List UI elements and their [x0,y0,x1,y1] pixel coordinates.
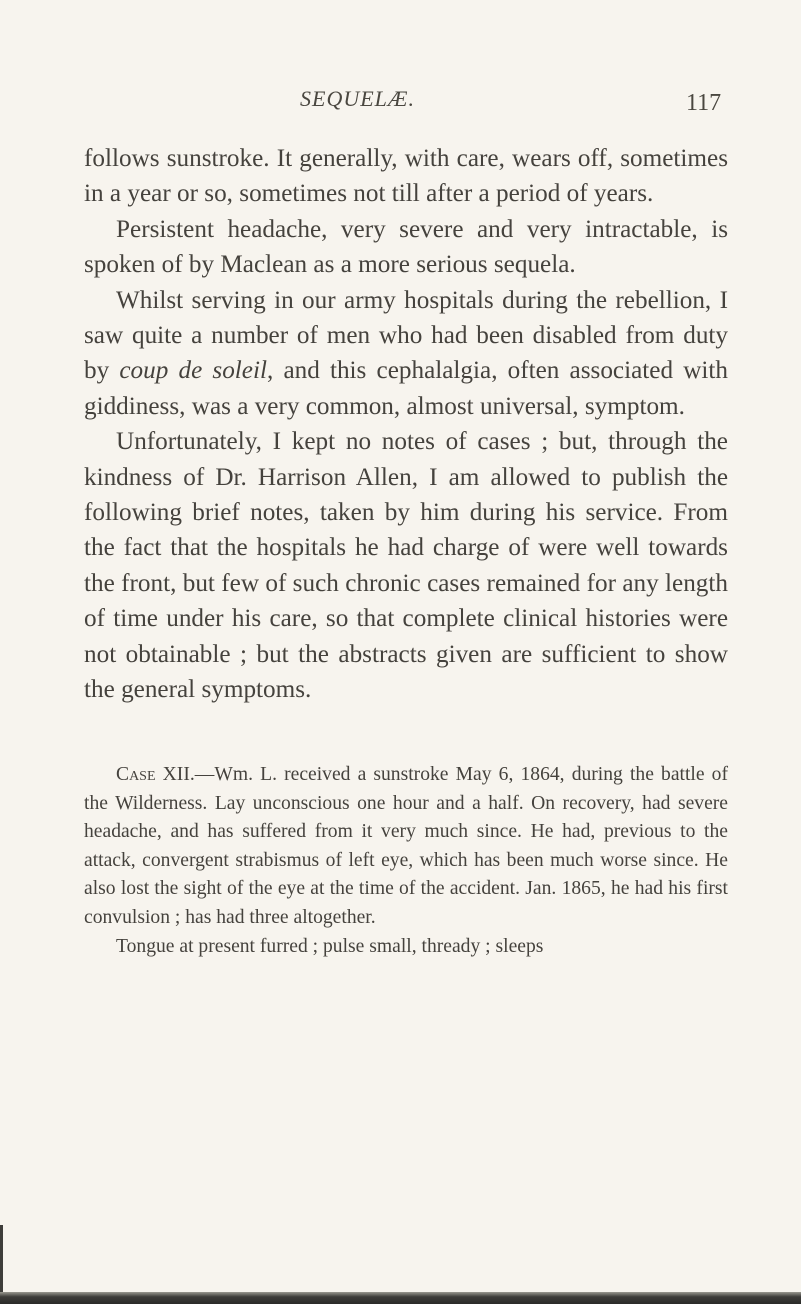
page-bottom-edge [0,1292,801,1304]
paragraph-continuation: follows sunstroke. It generally, with care, wears off, sometimes in a year or so, sometimes not till after a period of years. [84,145,728,208]
paragraph-rebellion [84,283,728,425]
running-head: SEQUELÆ. [300,86,415,111]
paragraph-rebellion-part2: , and this cephalalgia, often associated with giddiness, was a very common, almost universal, symptom. [84,357,729,420]
case-body: —Wm. L. received a sunstroke May 6, 1864, during the battle of the Wilderness. Lay unconscious one hour and a half. On recovery, had severe headache, and has suffered from it very much since. He had, previous to the attack, convergent strabismus of left eye, which has been much worse since. He also lost the sight of the eye at the time of the accident. Jan. 1865, he had his first convulsion ; has had three altogether. [84,764,729,928]
main-text [84,141,728,708]
coup-de-soleil-term: coup de soleil [119,357,267,385]
case-label: Case XII. [116,764,195,785]
case-paragraph-2: Tongue at present furred ; pulse small, thready ; sleeps [116,935,544,957]
paragraph-headache: Persistent headache, very severe and very intractable, is spoken of by Maclean as a more serious sequela. [84,215,728,279]
paragraph-rebellion-part1: Whilst serving in our army hospitals during the rebellion, I saw quite a number of men who had been disabled from duty by [84,286,728,385]
case-paragraph-1 [84,761,728,933]
page-number: 117 [686,90,722,116]
case-report [84,761,728,961]
paragraph-notes: Unfortunately, I kept no notes of cases ; but, through the kindness of Dr. Harrison Allen, I am allowed to publish the following brief notes, taken by him during his service. From the fact that the hospitals he had charge of were well towards the front, but few of such chronic cases remained for any length of time under his care, so that complete clinical histories were not obtainable ; but the abstracts given are sufficient to show the general symptoms. [84,428,728,704]
